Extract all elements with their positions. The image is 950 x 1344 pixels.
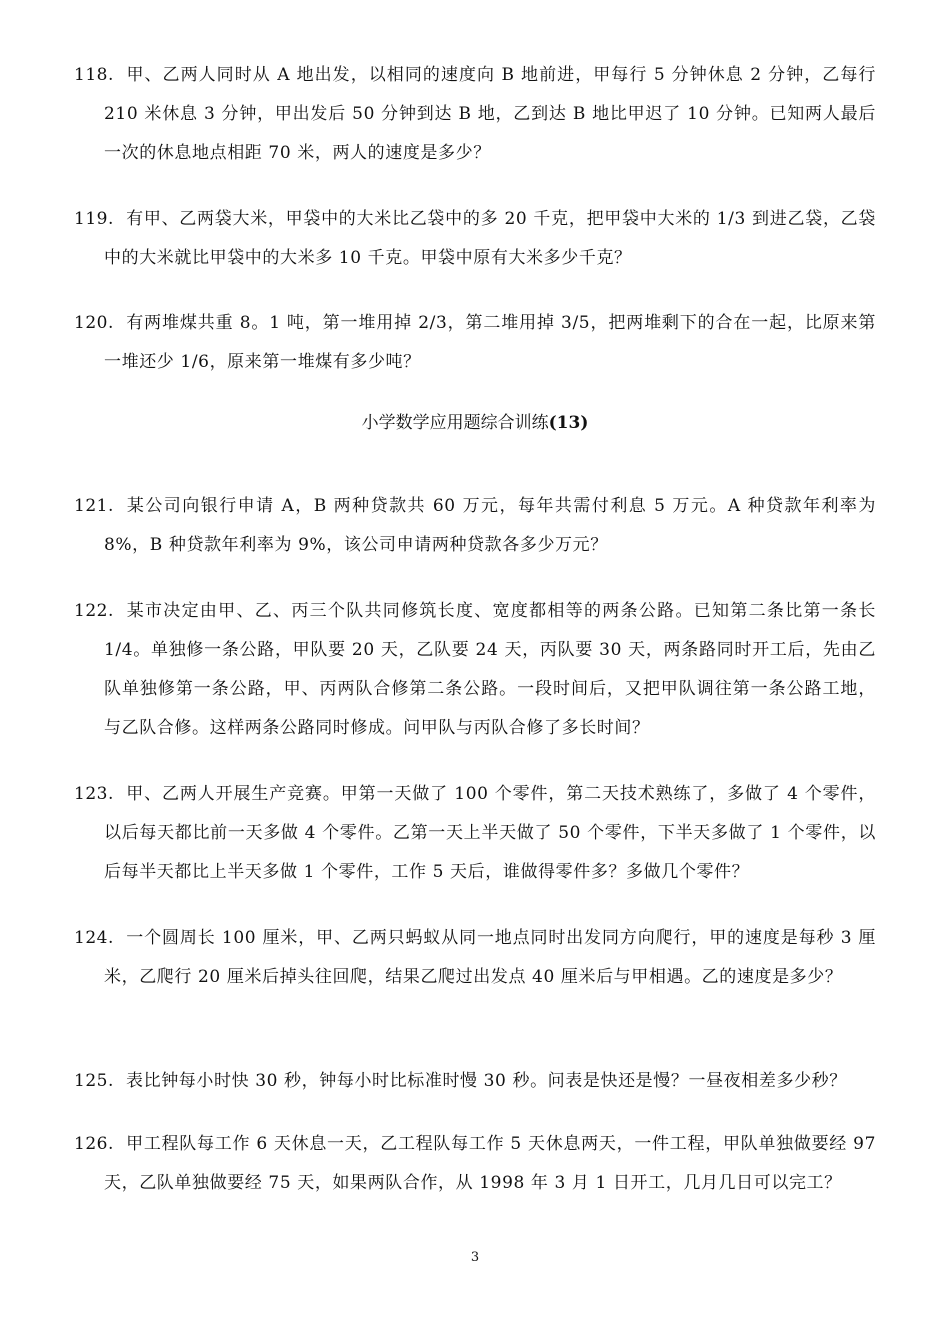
problem-text: 有两堆煤共重 8。1 吨，第一堆用掉 2/3，第二堆用掉 3/5，把两堆剩下的合在一起，比原来第一堆还少 1/6，原来第一堆煤有多少吨？ bbox=[104, 313, 876, 372]
problem-number: 121. bbox=[74, 496, 114, 516]
problem-number: 122. bbox=[74, 601, 114, 621]
problem-text: 一个圆周长 100 厘米，甲、乙两只蚂蚁从同一地点同时出发同方向爬行，甲的速度是每秒 3 厘米，乙爬行 20 厘米后掉头往回爬，结果乙爬过出发点 40 厘米后与甲相遇。乙的速度是多少？ bbox=[104, 928, 876, 987]
section-title-number: (13) bbox=[548, 413, 589, 433]
page-number: 3 bbox=[470, 1250, 480, 1265]
problem-text: 甲工程队每工作 6 天休息一天，乙工程队每工作 5 天休息两天，一件工程，甲队单独做要经 97 天，乙队单独做要经 75 天，如果两队合作，从 1998 年 3 月 1 日开工，几月几日可以完工？ bbox=[104, 1134, 876, 1193]
problem-number: 124. bbox=[74, 928, 114, 948]
problem-number: 120. bbox=[74, 313, 114, 333]
problem-text: 甲、乙两人同时从 A 地出发，以相同的速度向 B 地前进，甲每行 5 分钟休息 2 分钟，乙每行 210 米休息 3 分钟，甲出发后 50 分钟到达 B 地，乙到达 B 地比甲迟了 10 分钟。已知两人最后一次的休息地点相距 70 米，两人的速度是多少？ bbox=[104, 65, 876, 163]
section-title bbox=[0, 408, 950, 438]
section-title-text: 小学数学应用题综合训练 bbox=[361, 413, 549, 433]
problem-number: 119. bbox=[74, 209, 114, 229]
problem-number: 125. bbox=[74, 1071, 114, 1091]
problem-124 bbox=[74, 919, 876, 997]
problem-122 bbox=[74, 592, 876, 748]
problem-text: 有甲、乙两袋大米，甲袋中的大米比乙袋中的多 20 千克，把甲袋中大米的 1/3 到进乙袋，乙袋中的大米就比甲袋中的大米多 10 千克。甲袋中原有大米多少千克？ bbox=[104, 209, 876, 268]
problem-text: 甲、乙两人开展生产竞赛。甲第一天做了 100 个零件，第二天技术熟练了，多做了 4 个零件，以后每天都比前一天多做 4 个零件。乙第一天上半天做了 50 个零件，下半天多做了 1 个零件，以后每半天都比上半天多做 1 个零件，工作 5 天后，谁做得零件多？多做几个零件？ bbox=[104, 784, 876, 882]
problem-number: 126. bbox=[74, 1134, 114, 1154]
problem-120 bbox=[74, 304, 876, 382]
problem-126 bbox=[74, 1125, 876, 1203]
problem-text: 表比钟每小时快 30 秒，钟每小时比标准时慢 30 秒。问表是快还是慢？一昼夜相差多少秒？ bbox=[126, 1071, 847, 1091]
problem-text: 某公司向银行申请 A，B 两种贷款共 60 万元，每年共需付利息 5 万元。A 种贷款年利率为 8%，B 种贷款年利率为 9%，该公司申请两种贷款各多少万元？ bbox=[104, 496, 876, 555]
problem-text: 某市决定由甲、乙、丙三个队共同修筑长度、宽度都相等的两条公路。已知第二条比第一条长 1/4。单独修一条公路，甲队要 20 天，乙队要 24 天，丙队要 30 天，两条路同时开工后，先由乙队单独修第一条公路，甲、丙两队合修第二条公路。一段时间后，又把甲队调往第一条公路工地，与乙队合修。这样两条公路同时修成。问甲队与丙队合修了多长时间？ bbox=[104, 601, 876, 738]
problem-123 bbox=[74, 775, 876, 892]
problem-119 bbox=[74, 200, 876, 278]
problem-121 bbox=[74, 487, 876, 565]
problem-125 bbox=[74, 1062, 876, 1101]
problem-number: 123. bbox=[74, 784, 114, 804]
problem-number: 118. bbox=[74, 65, 114, 85]
problem-118 bbox=[74, 56, 876, 173]
